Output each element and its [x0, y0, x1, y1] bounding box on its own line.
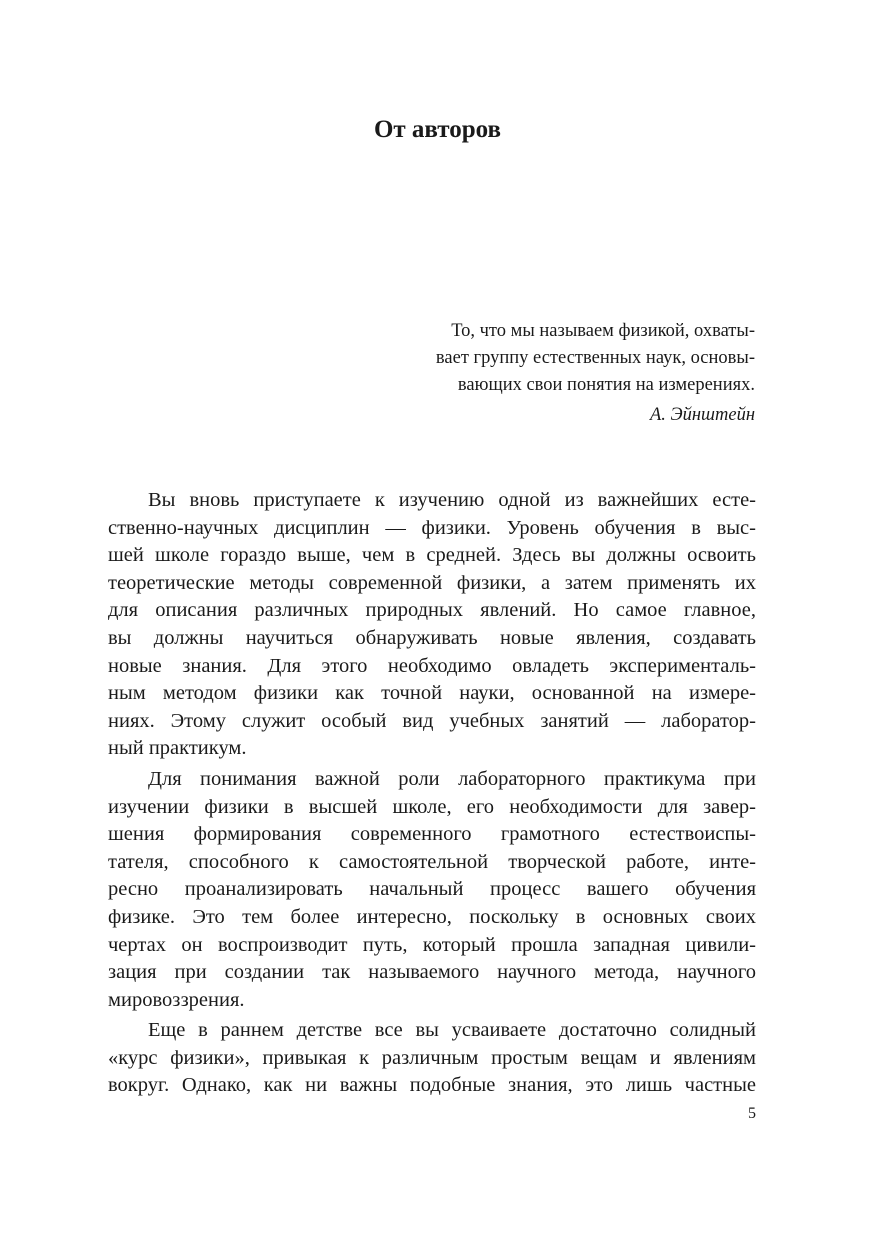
text-line: Вы вновь приступаете к изучению одной из важнейших есте- — [148, 489, 756, 511]
epigraph-line: вает группу естественных наук, основы- — [435, 348, 755, 368]
text-line: ниях. Этому служит особый вид учебных занятий — лаборатор- — [108, 709, 756, 732]
text-line: мировоззрения. — [108, 988, 245, 1011]
body-text — [108, 487, 756, 1103]
epigraph — [360, 318, 755, 429]
page-title: От авторов — [373, 116, 502, 143]
text-line: зация при создании так называемого научного метода, научного — [108, 961, 756, 984]
text-line: шей школе гораздо выше, чем в средней. Здесь вы должны освоить — [108, 544, 756, 567]
text-line: физике. Это тем более интересно, поскольку в основных своих — [108, 905, 756, 928]
text-line: шения формирования современного грамотного естествоиспы- — [108, 823, 756, 846]
text-line: для описания различных природных явлений. Но самое главное, — [108, 599, 756, 622]
text-line: ресно проанализировать начальный процесс вашего обучения — [108, 878, 756, 901]
text-line: вокруг. Однако, как ни важны подобные знания, это лишь частные — [108, 1074, 756, 1097]
paragraph — [108, 1017, 756, 1100]
text-line: «курс физики», привыкая к различным простым вещам и явлениям — [108, 1046, 756, 1069]
text-line: изучении физики в высшей школе, его необходимости для завер- — [108, 795, 756, 818]
page-number: 5 — [748, 1105, 756, 1122]
paragraph — [108, 487, 756, 763]
text-line: ственно-научных дисциплин — физики. Уровень обучения в выс- — [108, 516, 756, 539]
paragraph — [108, 766, 756, 1014]
text-line: Еще в раннем детстве все вы усваиваете достаточно солидный — [148, 1019, 756, 1042]
text-line: новые знания. Для этого необходимо овладеть эксперименталь- — [108, 654, 756, 677]
epigraph-line: вающих свои понятия на измерениях. — [457, 375, 755, 395]
epigraph-line: То, что мы называем физикой, охваты- — [451, 321, 755, 341]
text-line: тателя, способного к самостоятельной творческой работе, инте- — [108, 850, 756, 873]
epigraph-author: А. Эйнштейн — [649, 405, 755, 425]
text-line: вы должны научиться обнаруживать новые явления, создавать — [108, 626, 756, 649]
text-line: ным методом физики как точной науки, основанной на измере- — [108, 682, 756, 705]
text-line: Для понимания важной роли лабораторного практикума при — [148, 767, 756, 790]
text-line: чертах он воспроизводит путь, который прошла западная цивили- — [108, 933, 756, 956]
text-line: ный практикум. — [108, 737, 247, 760]
text-line: теоретические методы современной физики, а затем применять их — [108, 571, 756, 594]
